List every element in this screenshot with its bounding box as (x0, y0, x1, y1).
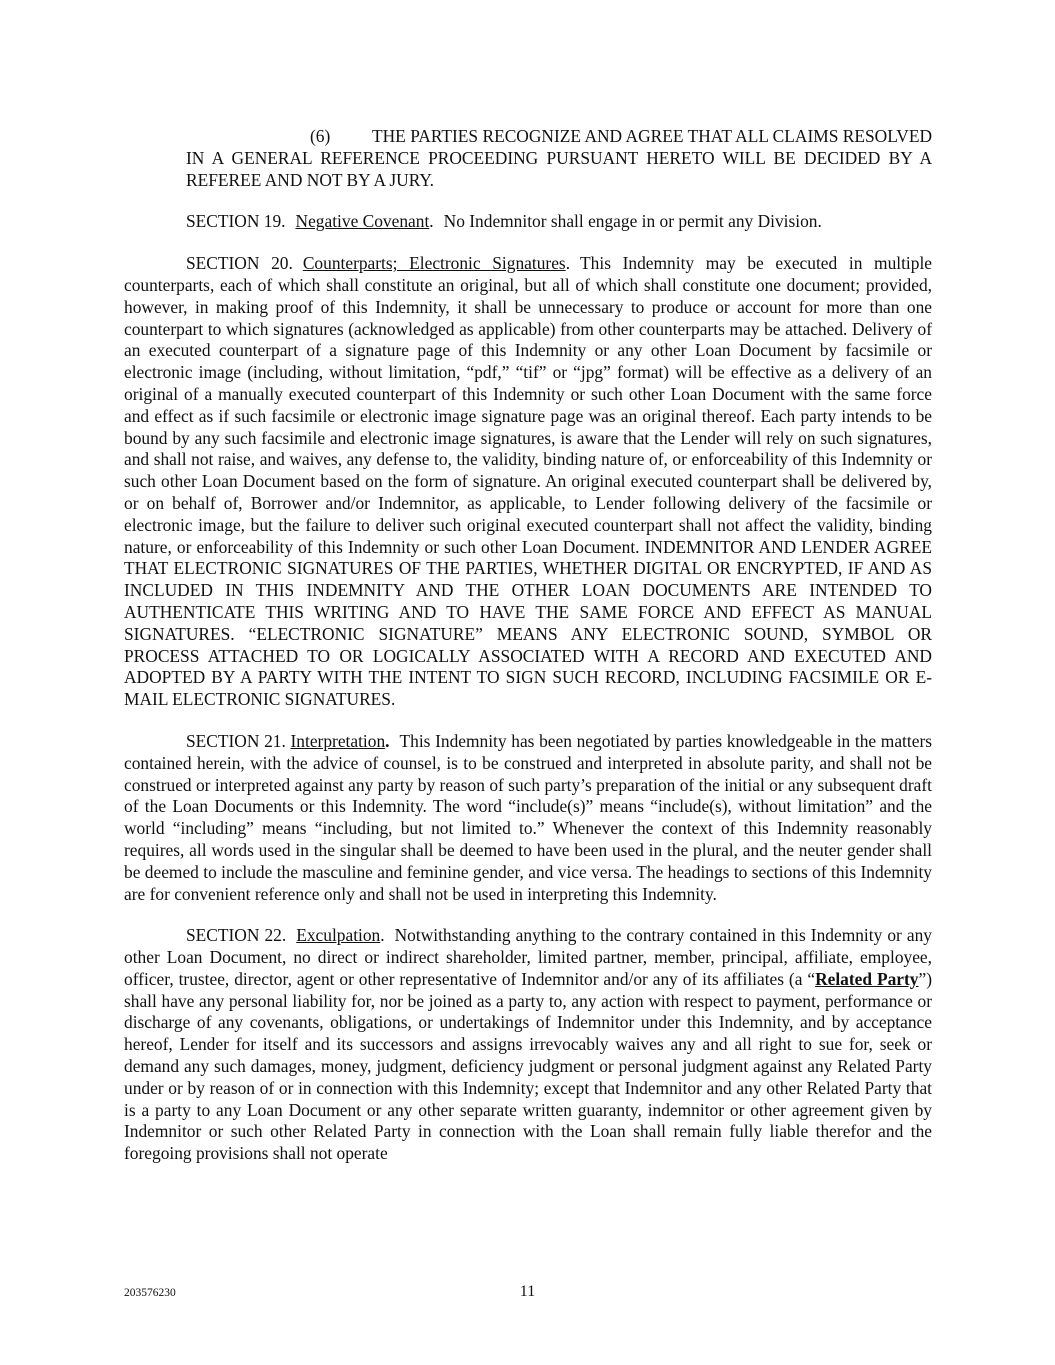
defined-term: Related Party (815, 968, 919, 989)
section-19: SECTION 19. Negative Covenant. No Indemnitor shall engage in or permit any Division. (186, 211, 822, 232)
section-20: SECTION 20. Counterparts; Electronic Signatures. This Indemnity may be executed in multiple counterparts, each of which shall constitute an original, but all of which shall constitute one document; provided, however, in making proof of this Indemnity, it shall be unnecessary to produce or account for more than one counterpart to which signatures (acknowledged as applicable) from other counterparts may be attached. Delivery of an executed counterpart of a signature page of this Indemnity or any other Loan Document by facsimile or electronic image (including, without limitation, “pdf,” “tif” or “jpg” format) will be effective as a delivery of an original of a manually executed counterpart of this Indemnity or such other Loan Document with the same force and effect as if such facsimile or electronic image signature page was an original thereof. Each party intends to be bound by any such facsimile and electronic image signatures, is aware that the Lender will rely on such signatures, and shall not raise, and waives, any defense to, the validity, binding nature of, or enforceability of this Indemnity or such other Loan Document based on the form of signature. An original executed counterpart shall be delivered by, or on behalf of, Borrower and/or Indemnitor, as applicable, to Lender following delivery of the facsimile or electronic image, but the failure to deliver such original executed counterpart shall not affect the validity, binding nature, or enforceability of this Indemnity or such other Loan Document. INDEMNITOR AND LENDER AGREE THAT ELECTRONIC SIGNATURES OF THE PARTIES, WHETHER DIGITAL OR ENCRYPTED, IF AND AS INCLUDED IN THIS INDEMNITY AND THE OTHER LOAN DOCUMENTS ARE INTENDED TO AUTHENTICATE THIS WRITING AND TO HAVE THE SAME FORCE AND EFFECT AS MANUAL SIGNATURES. “ELECTRONIC SIGNATURE” MEANS ANY ELECTRONIC SOUND, SYMBOL OR PROCESS ATTACHED TO OR LOGICALLY ASSOCIATED WITH A RECORD AND EXECUTED AND ADOPTED BY A PARTY WITH THE INTENT TO SIGN SUCH RECORD, INCLUDING FACSIMILE OR E-MAIL ELECTRONIC SIGNATURES. (124, 253, 933, 710)
section-heading: Negative Covenant (295, 211, 430, 232)
section-22: SECTION 22. Exculpation. Notwithstanding anything to the contrary contained in this Indemnity or any other Loan Document, no direct or indirect shareholder, limited partner, member, principal, affiliate, employee, officer, trustee, director, agent or other representative of Indemnitor and/or any of its affiliates (a “Related Party”) shall have any personal liability for, nor be joined as a party to, any action with respect to payment, performance or discharge of any covenants, obligations, or undertakings of Indemnitor under this Indemnity, and by acceptance hereof, Lender for itself and its successors and assigns irrevocably waives any and all right to sue for, seek or demand any such damages, money, judgment, deficiency judgment or personal judgment against any Related Party under or by reason of or in connection with this Indemnity; except that Indemnitor and any other Related Party that is a party to any Loan Document or any other separate written guaranty, indemnitor or other agreement given by Indemnitor or such other Related Party in connection with the Loan shall remain fully liable therefor and the foregoing provisions shall not operate (124, 925, 932, 1164)
section-heading: Interpretation (290, 730, 386, 751)
clause-number: (6) (310, 126, 331, 146)
section-text: This Indemnity may be executed in multiple counterparts, each of which shall constitute an original, but all of which shall constitute one document; provided, however, in making proof of this Indemnity, it shall be unnecessary to produce or account for more than one counterpart to which signatures (acknowledged as applicable) from other counterparts may be attached. Delivery of an executed counterpart of a signature page of this Indemnity or any other Loan Document by facsimile or electronic image (including, without limitation, “pdf,” “tif” or “jpg” format) will be effective as a delivery of an original of a manually executed counterpart of this Indemnity or such other Loan Document with the same force and effect as if such facsimile or electronic image signature page was an original thereof. Each party intends to be bound by any such facsimile and electronic image signatures, is aware that the Lender will rely on such signatures, and shall not raise, and waives, any defense to, the validity, binding nature of, or enforceability of this Indemnity or such other Loan Document based on the form of signature. An original executed counterpart shall be delivered by, or on behalf of, Borrower and/or Indemnitor, as applicable, to Lender following delivery of the facsimile or electronic image, but the failure to deliver such original executed counterpart shall not affect the validity, binding nature, or enforceability of this Indemnity or such other Loan Document. INDEMNITOR AND LENDER AGREE THAT ELECTRONIC SIGNATURES OF THE PARTIES, WHETHER DIGITAL OR ENCRYPTED, IF AND AS INCLUDED IN THIS INDEMNITY AND THE OTHER LOAN DOCUMENTS ARE INTENDED TO AUTHENTICATE THIS WRITING AND TO HAVE THE SAME FORCE AND EFFECT AS MANUAL SIGNATURES. “ELECTRONIC SIGNATURE” MEANS ANY ELECTRONIC SOUND, SYMBOL OR PROCESS ATTACHED TO OR LOGICALLY ASSOCIATED WITH A RECORD AND EXECUTED AND ADOPTED BY A PARTY WITH THE INTENT TO SIGN SUCH RECORD, INCLUDING FACSIMILE OR E-MAIL ELECTRONIC SIGNATURES. (124, 253, 933, 710)
section-text: No Indemnitor shall engage in or permit any Division. (443, 211, 822, 232)
section-label: SECTION 22. (186, 925, 287, 946)
section-label: SECTION 20. (186, 253, 293, 274)
page-number: 11 (519, 1283, 536, 1300)
clause-6 (186, 126, 932, 191)
section-heading: Exculpation (296, 925, 381, 946)
clause-text: THE PARTIES RECOGNIZE AND AGREE THAT ALL CLAIMS RESOLVED IN A GENERAL REFERENCE PROCEEDING PURSUANT HERETO WILL BE DECIDED BY A REFEREE AND NOT BY A JURY. (186, 126, 932, 190)
section-text-before: Notwithstanding anything to the contrary contained in this Indemnity or any other Loan Document, no direct or indirect shareholder, limited partner, member, principal, affiliate, employee, officer, trustee, director, agent or other representative of Indemnitor and/or any of its affiliates (a “ (124, 925, 932, 989)
heading-punctuation: . (385, 730, 390, 751)
section-heading: Counterparts; Electronic Signatures (302, 253, 566, 274)
section-text-after: ”) shall have any personal liability for, nor be joined as a party to, any action with respect to payment, performance or discharge of any covenants, obligations, or undertakings of Indemnitor under this Indemnity, and by acceptance hereof, Lender for itself and its successors and assigns irrevocably waives any and all right to sue for, seek or demand any such damages, money, judgment, deficiency judgment or personal judgment against any Related Party under or by reason of or in connection with this Indemnity; except that Indemnitor and any other Related Party that is a party to any Loan Document or any other separate written guaranty, indemnitor or other agreement given by Indemnitor or such other Related Party in connection with the Loan shall remain fully liable therefor and the foregoing provisions shall not operate (124, 968, 932, 1164)
section-label: SECTION 21. (186, 730, 286, 751)
document-body (124, 126, 932, 1185)
section-label: SECTION 19. (186, 211, 286, 232)
section-text: This Indemnity has been negotiated by parties knowledgeable in the matters contained herein, with the advice of counsel, is to be construed and interpreted in absolute parity, and shall not be construed or interpreted against any party by reason of such party’s preparation of the initial or any subsequent draft of the Loan Documents or this Indemnity. The word “include(s)” means “include(s), without limitation” and the world “including” means “including, but not limited to.” Whenever the context of this Indemnity reasonably requires, all words used in the singular shall be deemed to have been used in the plural, and the neuter gender shall be deemed to include the masculine and feminine gender, and vice versa. The headings to sections of this Indemnity are for convenient reference only and shall not be used in interpreting this Indemnity. (124, 730, 932, 904)
document-id: 203576230 (124, 1287, 176, 1299)
section-21 (124, 731, 932, 905)
